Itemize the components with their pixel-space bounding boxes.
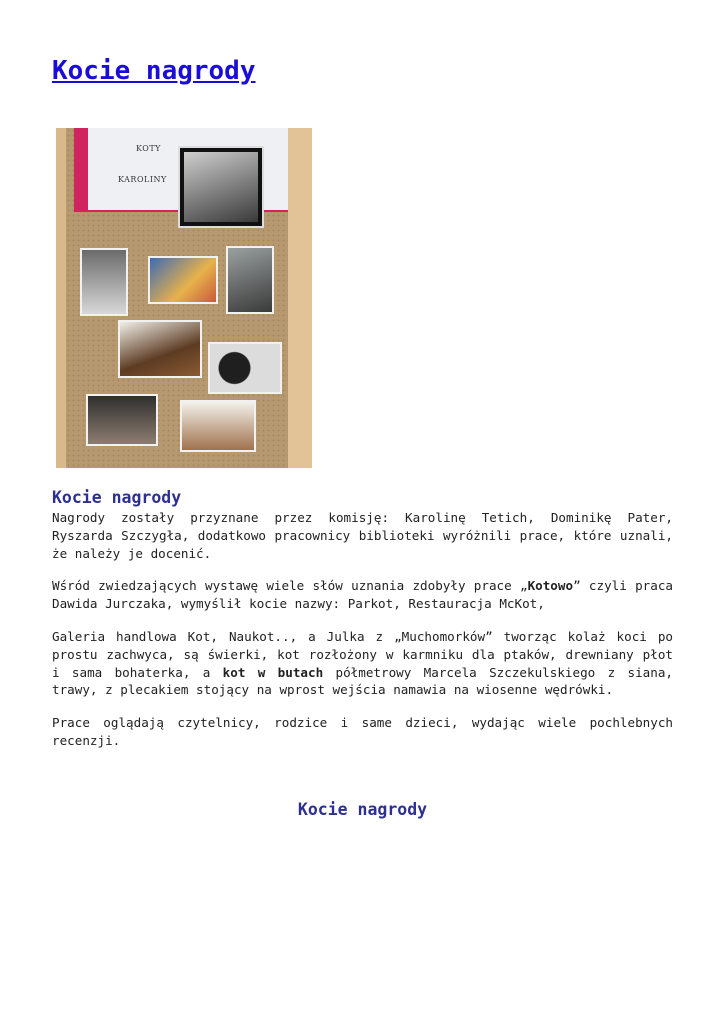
photo-pic-2	[148, 256, 218, 304]
photo-wall-right	[288, 128, 312, 468]
article-paragraph-1: Nagrody zostały przyznane przez komisję: Karolinę Tetich, Dominikę Pater, Ryszarda Szczygła, dodatkowo pracownicy biblioteki wyróżnili prace, które uznali, że należy je docenić.	[52, 510, 673, 561]
photo-sign-line1: KOTY	[136, 144, 161, 153]
photo-pic-5	[208, 342, 282, 394]
p2-bold-kotowo: Kotowo	[527, 578, 574, 594]
article-paragraph-4: Prace oglądają czytelnicy, rodzice i same dzieci, wydając wiele pochlebnych recenzji.	[52, 715, 673, 748]
exhibition-photo	[56, 128, 312, 468]
photo-pic-6	[86, 394, 158, 446]
p2-text-end: ” czyli praca Dawida Jurczaka, wymyślił kocie nazwy: Parkot, Restauracja McKot,	[52, 578, 673, 612]
photo-sign-line2: KAROLINY	[118, 175, 167, 184]
article-heading: Kocie nagrody	[52, 488, 182, 507]
page-title-link[interactable]: Kocie nagrody	[52, 56, 256, 86]
p2-text-start: Wśród zwiedzających wystawę wiele słów uznania zdobyły prace „	[52, 578, 528, 594]
photo-pic-1	[80, 248, 128, 316]
p3-text-end: półmetrowy Marcela Szczekulskiego z siana, trawy, z plecakiem stojący na wprost wejścia namawia na wiosenne wędrówki.	[52, 664, 673, 698]
p3-bold-kot-w-butach: kot w butach	[222, 664, 324, 680]
article-paragraph-2	[52, 577, 673, 613]
photo-pic-3	[226, 246, 274, 314]
footer-title: Kocie nagrody	[297, 800, 428, 819]
photo-pic-7	[180, 400, 256, 452]
p3-text-start: Galeria handlowa Kot, Naukot.., a Julka z „Muchomorków” tworząc kolaż koci po prostu zachwyca, są świerki, kot rozłożony w karmniku dla ptaków, drewniany płot i sama bohaterka, a	[52, 628, 673, 680]
photo-wall-left	[56, 128, 66, 468]
photo-cat-portrait	[178, 146, 264, 228]
article-body	[52, 488, 673, 765]
article-paragraph-3	[52, 628, 673, 699]
photo-pic-4	[118, 320, 202, 378]
